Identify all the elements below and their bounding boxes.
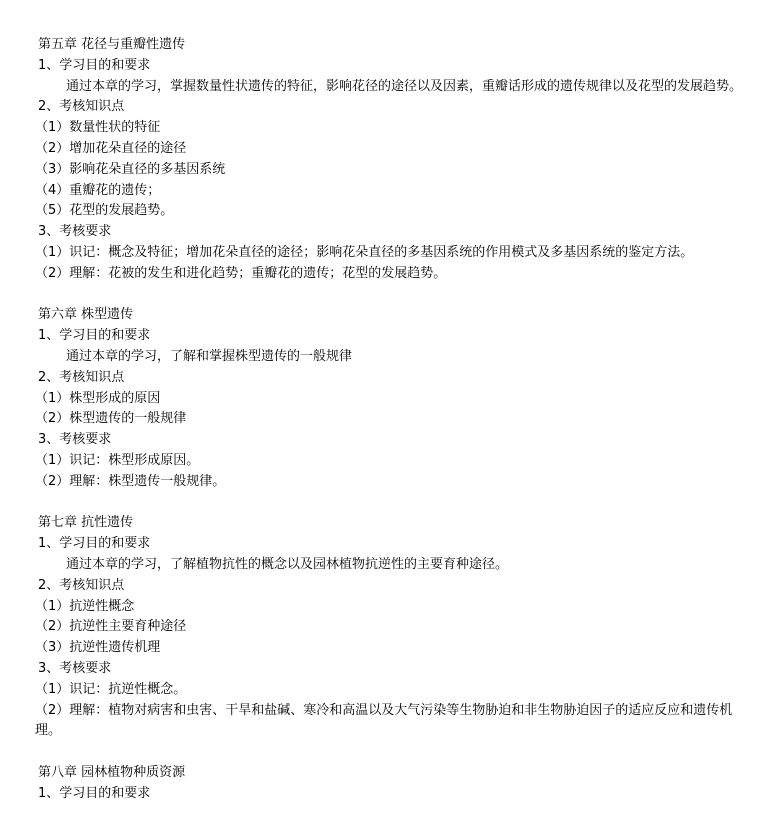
section-heading: 2、考核知识点 — [38, 369, 125, 385]
section-heading: 1、学习目的和要求 — [38, 785, 151, 801]
chapter-title: 第六章 株型遗传 — [38, 307, 134, 323]
list-item: （2）抗逆性主要育种途径 — [35, 619, 187, 635]
list-item: （2）理解：株型遗传一般规律。 — [35, 473, 226, 489]
list-item: （5）花型的发展趋势。 — [35, 203, 174, 219]
spacer — [38, 285, 748, 306]
chapter-5 — [35, 35, 748, 285]
list-item: （3）抗逆性遗传机理 — [35, 640, 161, 656]
section-heading: 1、学习目的和要求 — [38, 536, 151, 552]
intro-paragraph: 通过本章的学习，了解植物抗性的概念以及园林植物抗逆性的主要育种途径。 — [66, 556, 509, 572]
list-item: （1）数量性状的特征 — [35, 120, 161, 136]
list-item: （2）理解：花被的发生和进化趋势；重瓣花的遗传；花型的发展趋势。 — [35, 265, 447, 281]
list-item: （1）抗逆性概念 — [35, 598, 135, 614]
section-heading: 2、考核知识点 — [38, 577, 125, 593]
list-item: （4）重瓣花的遗传； — [35, 182, 161, 198]
list-item: （2）增加花朵直径的途径 — [35, 140, 187, 156]
section-heading: 3、考核要求 — [38, 660, 112, 676]
list-item: （1）识记：株型形成原因。 — [35, 452, 200, 468]
chapter-6 — [35, 305, 748, 492]
list-item: （2）理解：植物对病害和虫害、干旱和盐碱、寒冷和高温以及大气污染等生物胁迫和非生物胁迫因子的适应反应和遗传机理。 — [35, 702, 733, 739]
section-heading: 1、学习目的和要求 — [38, 328, 151, 344]
chapter-title: 第七章 抗性遗传 — [38, 515, 134, 531]
chapter-title: 第五章 花径与重瓣性遗传 — [38, 37, 186, 52]
list-item: （2）株型遗传的一般规律 — [35, 411, 187, 427]
chapter-8 — [38, 763, 748, 805]
list-item: （1）识记：抗逆性概念。 — [35, 681, 187, 697]
list-item: （1）株型形成的原因 — [35, 390, 161, 406]
chapter-7 — [35, 513, 748, 742]
list-item: （1）识记：概念及特征；增加花朵直径的途径；影响花朵直径的多基因系统的作用模式及多基因系统的鉴定方法。 — [35, 244, 694, 260]
section-heading: 2、考核知识点 — [38, 99, 125, 115]
spacer — [38, 493, 748, 514]
chapter-title: 第八章 园林植物种质资源 — [38, 764, 186, 780]
intro-paragraph: 通过本章的学习，了解和掌握株型遗传的一般规律 — [66, 348, 353, 364]
section-heading: 3、考核要求 — [38, 432, 112, 448]
list-item: （3）影响花朵直径的多基因系统 — [35, 161, 226, 177]
section-heading: 3、考核要求 — [38, 224, 112, 240]
intro-paragraph: 通过本章的学习，掌握数量性状遗传的特征，影响花径的途径以及因素，重瓣话形成的遗传规律以及花型的发展趋势。 — [66, 78, 743, 94]
section-heading: 1、学习目的和要求 — [38, 57, 151, 73]
spacer — [38, 742, 748, 763]
